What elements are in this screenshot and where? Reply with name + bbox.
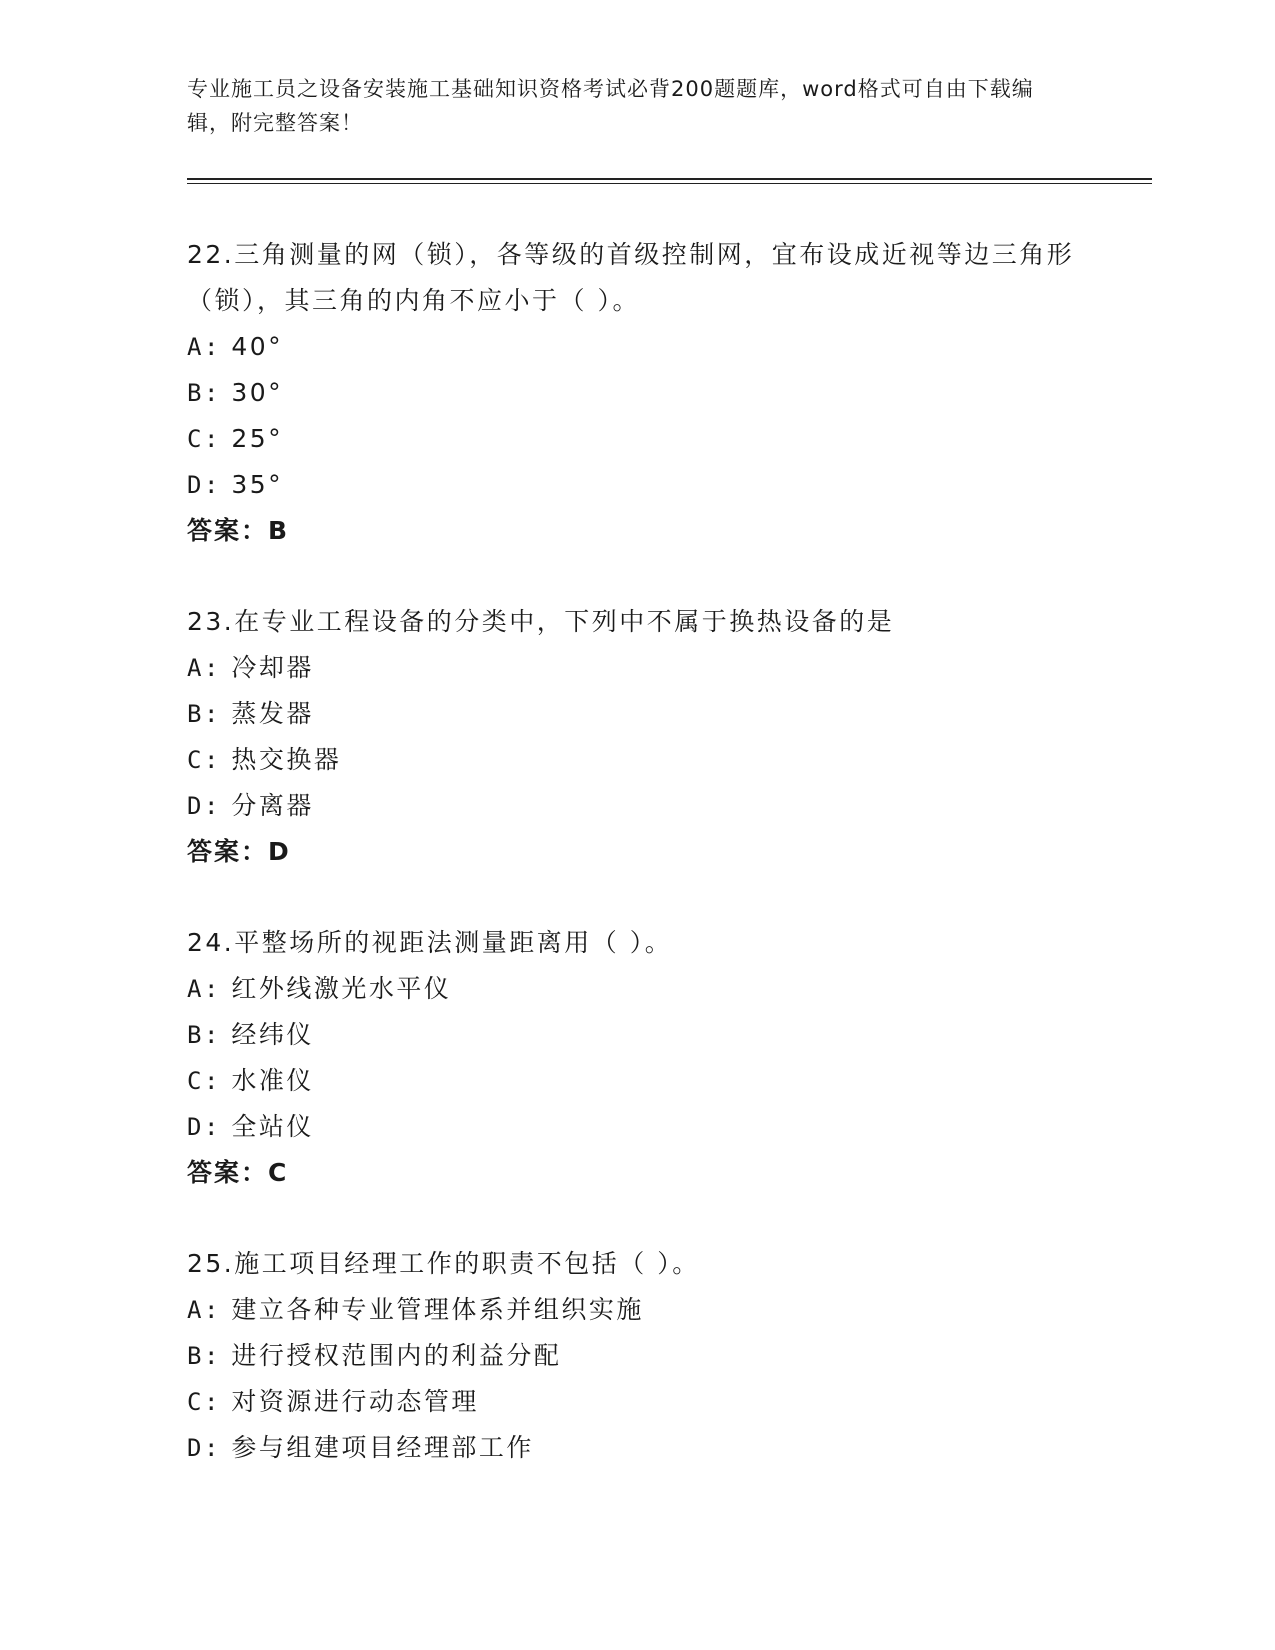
option-text: 全站仪 — [231, 1112, 314, 1141]
option-text: 25° — [231, 424, 284, 453]
option-letter: A: — [187, 1296, 221, 1324]
option-letter: D: — [187, 471, 221, 499]
option-letter: B: — [187, 379, 221, 407]
option-letter: D: — [187, 792, 221, 820]
option-letter: B: — [187, 700, 221, 728]
option-c — [187, 737, 1107, 783]
option-text: 经纬仪 — [231, 1020, 314, 1049]
option-letter: D: — [187, 1113, 221, 1141]
option-d — [187, 1425, 1107, 1471]
option-text: 水准仪 — [231, 1066, 314, 1095]
option-c — [187, 1379, 1107, 1425]
option-letter: B: — [187, 1021, 221, 1049]
option-letter: A: — [187, 654, 221, 682]
option-b — [187, 691, 1107, 737]
question-24 — [187, 920, 1107, 1196]
option-letter: D: — [187, 1434, 221, 1462]
option-letter: A: — [187, 975, 221, 1003]
option-a — [187, 645, 1107, 691]
option-letter: C: — [187, 425, 221, 453]
option-text: 参与组建项目经理部工作 — [231, 1433, 534, 1462]
question-22 — [187, 232, 1107, 554]
question-stem: 22.三角测量的网（锁），各等级的首级控制网，宜布设成近视等边三角形（锁），其三角的内角不应小于（ ）。 — [187, 240, 1075, 315]
option-d — [187, 783, 1107, 829]
option-text: 冷却器 — [231, 653, 314, 682]
answer-label: 答案：C — [187, 1158, 289, 1187]
option-text: 对资源进行动态管理 — [231, 1387, 479, 1416]
option-a — [187, 1287, 1107, 1333]
question-25 — [187, 1241, 1107, 1471]
answer-label: 答案：D — [187, 837, 291, 866]
header-divider-thin — [187, 183, 1152, 184]
question-23 — [187, 599, 1107, 875]
option-c — [187, 1058, 1107, 1104]
option-letter: B: — [187, 1342, 221, 1370]
option-letter: C: — [187, 1067, 221, 1095]
option-text: 30° — [231, 378, 284, 407]
option-a — [187, 966, 1107, 1012]
option-text: 建立各种专业管理体系并组织实施 — [231, 1295, 644, 1324]
option-c — [187, 416, 1107, 462]
option-text: 蒸发器 — [231, 699, 314, 728]
header-divider-thick — [187, 178, 1152, 180]
answer-label: 答案：B — [187, 516, 290, 545]
option-a — [187, 324, 1107, 370]
option-b — [187, 1012, 1107, 1058]
option-d — [187, 462, 1107, 508]
option-text: 热交换器 — [231, 745, 342, 774]
option-letter: C: — [187, 746, 221, 774]
document-header: 专业施工员之设备安装施工基础知识资格考试必背200题题库，word格式可自由下载编辑，附完整答案！ — [187, 77, 1034, 135]
option-b — [187, 1333, 1107, 1379]
option-b — [187, 370, 1107, 416]
question-stem: 23.在专业工程设备的分类中，下列中不属于换热设备的是 — [187, 607, 895, 636]
option-text: 红外线激光水平仪 — [231, 974, 452, 1003]
option-text: 进行授权范围内的利益分配 — [231, 1341, 562, 1370]
option-letter: C: — [187, 1388, 221, 1416]
option-text: 分离器 — [231, 791, 314, 820]
option-text: 35° — [231, 470, 284, 499]
option-letter: A: — [187, 333, 221, 361]
option-d — [187, 1104, 1107, 1150]
question-stem: 25.施工项目经理工作的职责不包括（ ）。 — [187, 1249, 700, 1278]
question-stem: 24.平整场所的视距法测量距离用（ ）。 — [187, 928, 673, 957]
option-text: 40° — [231, 332, 284, 361]
question-list — [187, 232, 1107, 1516]
